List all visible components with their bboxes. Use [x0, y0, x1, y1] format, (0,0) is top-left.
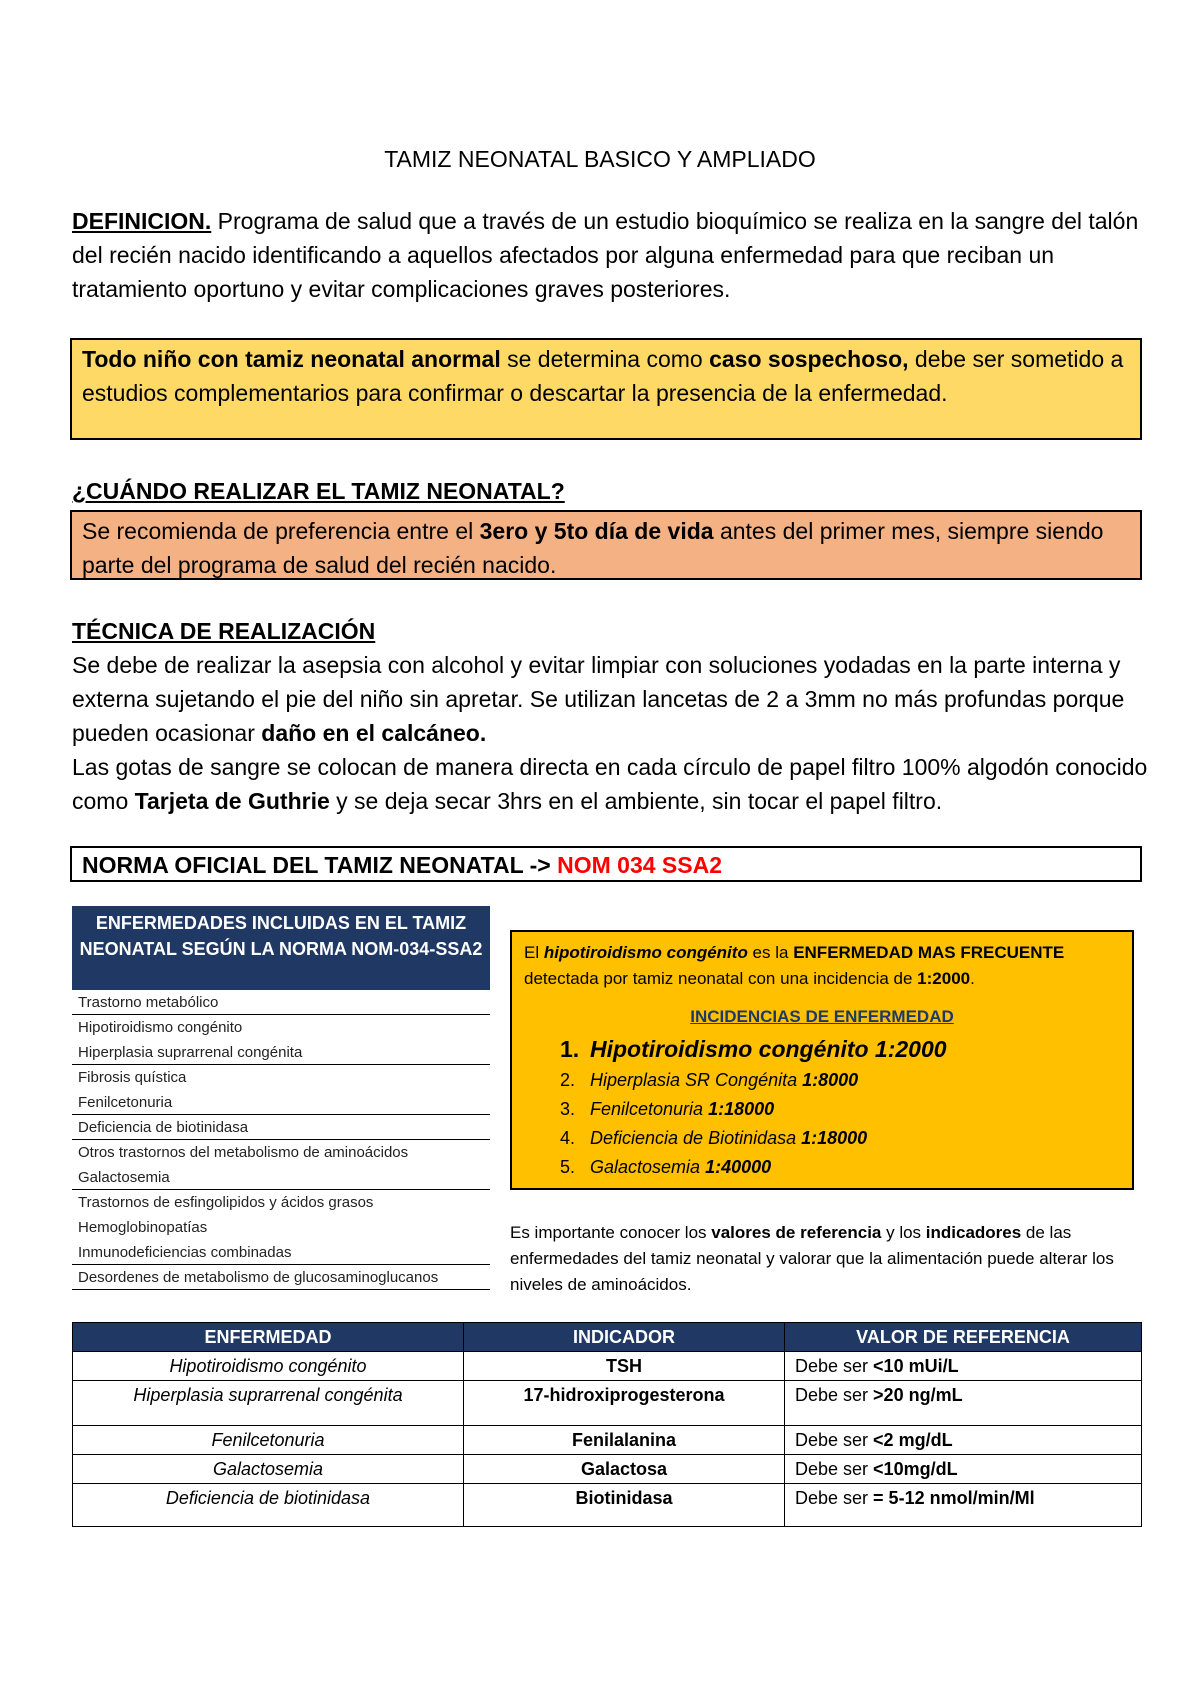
- indicator-cell: Galactosa: [464, 1455, 785, 1484]
- incidence-box: [510, 930, 1134, 1190]
- definition-paragraph: [72, 204, 1142, 306]
- item-name: Hiperplasia SR Congénita: [590, 1070, 803, 1090]
- value-cell: [785, 1381, 1142, 1426]
- when-text-1: Se recomienda de preferencia entre el: [82, 518, 480, 544]
- item-number: 4.: [560, 1128, 576, 1148]
- indicator-cell: TSH: [464, 1352, 785, 1381]
- reference-table: [72, 1322, 1142, 1527]
- item-name: Deficiencia de Biotinidasa: [590, 1128, 802, 1148]
- list-item: Trastornos de esfingolipidos y ácidos grasos: [78, 1194, 374, 1211]
- item-number: 2.: [560, 1070, 576, 1090]
- incidence-bold-1: ENFERMEDAD MAS FRECUENTE: [793, 943, 1065, 962]
- incidence-title: INCIDENCIAS DE ENFERMEDAD: [690, 1007, 954, 1026]
- incidence-bold-italic: hipotiroidismo congénito: [543, 943, 748, 962]
- item-name: Hipotiroidismo congénito 1:2000: [590, 1036, 947, 1062]
- when-bold: 3ero y 5to día de vida: [479, 518, 714, 544]
- technique-heading: TÉCNICA DE REALIZACIÓN: [72, 618, 376, 644]
- value-prefix: Debe ser: [795, 1488, 874, 1508]
- definition-text: Programa de salud que a través de un estudio bioquímico se realiza en la sangre del talón del recién nacido identificando a aquellos afectados por alguna enfermedad para que reciban un tratamiento oportuno y evitar complicaciones graves posteriores.: [72, 208, 1139, 302]
- list-item: Otros trastornos del metabolismo de aminoácidos: [78, 1144, 409, 1161]
- item-name: Galactosemia: [590, 1157, 706, 1177]
- norm-label: NORMA OFICIAL DEL TAMIZ NEONATAL ->: [82, 852, 558, 878]
- incidence-list: [524, 1032, 1120, 1182]
- diseases-list: [72, 990, 490, 1290]
- norm-code: NOM 034 SSA2: [557, 852, 723, 878]
- technique-paragraph: [72, 648, 1152, 818]
- important-text-3: de las enfermedades del tamiz neonatal y valorar que la alimentación puede alterar los niveles de aminoácidos.: [510, 1223, 1114, 1294]
- incidence-intro: [524, 940, 1120, 992]
- table-row: [73, 1352, 1142, 1381]
- definition-label: DEFINICION.: [72, 208, 212, 234]
- important-bold-1: valores de referencia: [711, 1223, 882, 1242]
- disease-cell: Hiperplasia suprarrenal congénita: [73, 1381, 464, 1426]
- indicator-cell: Fenilalanina: [464, 1426, 785, 1455]
- incidence-text-3: detectada por tamiz neonatal con una incidencia de: [524, 969, 918, 988]
- important-bold-2: indicadores: [925, 1223, 1022, 1242]
- indicator-cell: Biotinidasa: [464, 1484, 785, 1527]
- incidence-text-2: es la: [747, 943, 794, 962]
- value-text: <10mg/dL: [873, 1459, 958, 1479]
- list-item: [524, 1153, 1120, 1182]
- item-name: Fenilcetonuria: [590, 1099, 709, 1119]
- diseases-header: ENFERMEDADES INCLUIDAS EN EL TAMIZ NEONATAL SEGÚN LA NORMA NOM-034-SSA2: [72, 906, 490, 990]
- list-item: Hipotiroidismo congénito: [78, 1019, 243, 1036]
- when-heading: ¿CUÁNDO REALIZAR EL TAMIZ NEONATAL?: [72, 478, 565, 504]
- disease-cell: Hipotiroidismo congénito: [73, 1352, 464, 1381]
- list-item: Trastorno metabólico: [72, 990, 490, 1015]
- technique-bold-1: daño en el calcáneo.: [261, 720, 487, 746]
- important-paragraph: [510, 1220, 1140, 1298]
- table-row: [73, 1455, 1142, 1484]
- item-number: 3.: [560, 1099, 576, 1119]
- when-text-2: antes del primer mes, siempre siendo parte del programa de salud del recién nacido.: [82, 518, 1104, 578]
- list-item: Desordenes de metabolismo de glucosaminoglucanos: [72, 1265, 490, 1290]
- suspect-text-2: debe ser sometido a estudios complementarios para confirmar o descartar la presencia de la enfermedad.: [82, 346, 1124, 406]
- value-cell: [785, 1352, 1142, 1381]
- suspect-bold-1: Todo niño con tamiz neonatal anormal: [82, 346, 501, 372]
- list-item: [524, 1032, 1120, 1066]
- value-text: = 5-12 nmol/min/Ml: [873, 1488, 1035, 1508]
- value-text: <10 mUi/L: [873, 1356, 959, 1376]
- technique-text-1: Se debe de realizar la asepsia con alcohol y evitar limpiar con soluciones yodadas en la parte interna y externa sujetando el pie del niño sin apretar. Se utilizan lancetas de 2 a 3mm no más profundas porque pueden ocasionar: [72, 652, 1125, 746]
- value-cell: [785, 1426, 1142, 1455]
- table-row: [73, 1381, 1142, 1426]
- value-prefix: Debe ser: [795, 1356, 874, 1376]
- item-rate: 1:40000: [705, 1157, 772, 1177]
- technique-text-2: Las gotas de sangre se colocan de manera directa en cada círculo de papel filtro 100% algodón conocido como: [72, 754, 1148, 814]
- table-row: [73, 1484, 1142, 1527]
- list-item: Hemoglobinopatías: [78, 1219, 208, 1236]
- important-text-2: y los: [881, 1223, 926, 1242]
- list-item: Galactosemia: [72, 1165, 490, 1190]
- page-title: TAMIZ NEONATAL BASICO Y AMPLIADO: [384, 146, 816, 172]
- suspect-bold-2: caso sospechoso,: [709, 346, 909, 372]
- when-box: [70, 510, 1142, 580]
- value-prefix: Debe ser: [795, 1430, 874, 1450]
- important-text-1: Es importante conocer los: [510, 1223, 712, 1242]
- disease-cell: Fenilcetonuria: [73, 1426, 464, 1455]
- norm-box: [70, 846, 1142, 882]
- technique-bold-2: Tarjeta de Guthrie: [134, 788, 330, 814]
- list-item: [524, 1066, 1120, 1095]
- list-item: Fenilcetonuria: [72, 1090, 490, 1115]
- technique-text-3: y se deja secar 3hrs en el ambiente, sin tocar el papel filtro.: [329, 788, 943, 814]
- item-rate: 1:8000: [802, 1070, 859, 1090]
- column-header: INDICADOR: [464, 1323, 785, 1352]
- list-item: Deficiencia de biotinidasa: [72, 1115, 490, 1140]
- suspect-text-1: se determina como: [500, 346, 710, 372]
- incidence-text-4: .: [970, 969, 975, 988]
- disease-cell: Galactosemia: [73, 1455, 464, 1484]
- item-rate: 1:18000: [708, 1099, 775, 1119]
- table-row: [73, 1426, 1142, 1455]
- list-item: Hiperplasia suprarrenal congénita: [72, 1040, 490, 1065]
- value-text: <2 mg/dL: [873, 1430, 953, 1450]
- list-item: [524, 1124, 1120, 1153]
- list-item: Fibrosis quística: [78, 1069, 187, 1086]
- value-cell: [785, 1484, 1142, 1527]
- list-item: Inmunodeficiencias combinadas: [72, 1240, 490, 1265]
- value-text: >20 ng/mL: [873, 1385, 963, 1405]
- incidence-text-1: El: [524, 943, 544, 962]
- column-header: VALOR DE REFERENCIA: [785, 1323, 1142, 1352]
- suspect-case-box: [70, 338, 1142, 440]
- item-number: 5.: [560, 1157, 576, 1177]
- column-header: ENFERMEDAD: [73, 1323, 464, 1352]
- item-rate: 1:18000: [801, 1128, 868, 1148]
- disease-cell: Deficiencia de biotinidasa: [73, 1484, 464, 1527]
- list-item: [524, 1095, 1120, 1124]
- indicator-cell: 17-hidroxiprogesterona: [464, 1381, 785, 1426]
- value-prefix: Debe ser: [795, 1385, 874, 1405]
- incidence-bold-2: 1:2000: [917, 969, 971, 988]
- value-cell: [785, 1455, 1142, 1484]
- value-prefix: Debe ser: [795, 1459, 874, 1479]
- item-number: 1.: [560, 1036, 580, 1062]
- table-header-row: [73, 1323, 1142, 1352]
